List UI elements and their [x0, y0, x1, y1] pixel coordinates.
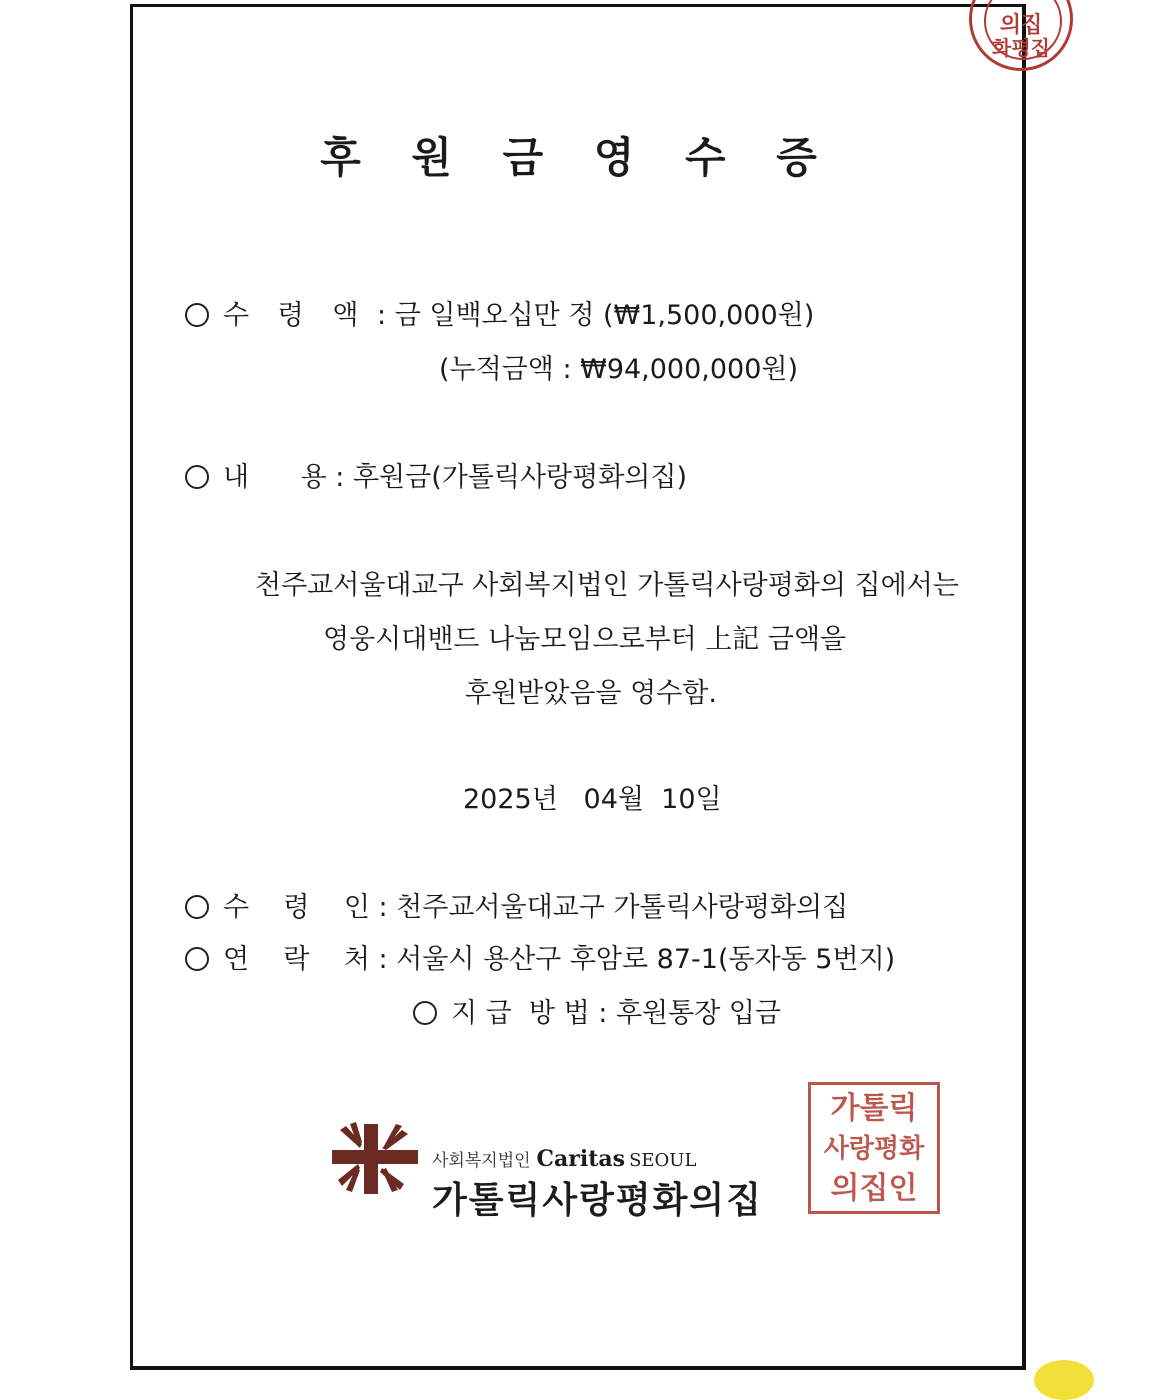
- body-line-1: 천주교서울대교구 사회복지법인 가톨릭사랑평화의 집에서는: [255, 570, 959, 601]
- payment-label: 지 급 방 법: [451, 998, 590, 1029]
- seal-stamp-top-text: 의집: [999, 13, 1043, 38]
- bullet-circle-icon: [185, 465, 209, 489]
- contact-row: [185, 937, 895, 976]
- contact-label: 연 락 처: [223, 944, 370, 975]
- bullet-circle-icon: [185, 303, 209, 327]
- amount-label: 수 령 액: [223, 300, 369, 331]
- corner-yellow-mark: [1034, 1360, 1094, 1400]
- cumulative-amount: (누적금액 : ₩94,000,000원): [439, 354, 799, 385]
- seal-stamp-top-text-2: 화평집: [992, 36, 1050, 60]
- document-title: 후 원 금 영 수 증: [320, 133, 835, 182]
- seal-stamp-top: [969, 0, 1073, 71]
- logo-foundation-text: 사회복지법인: [432, 1151, 531, 1171]
- seal-line-3: 의집인: [830, 1171, 918, 1206]
- caritas-cross-logo-icon: [330, 1122, 420, 1196]
- official-seal-stamp: [808, 1082, 940, 1214]
- recipient-value: : 천주교서울대교구 가톨릭사랑평화의집: [378, 892, 849, 923]
- recipient-row: [185, 885, 848, 924]
- logo-organization-name: 가톨릭사랑평화의집: [432, 1180, 763, 1221]
- seal-line-2: 사랑평화: [823, 1134, 925, 1164]
- bullet-circle-icon: [413, 1001, 437, 1025]
- seal-line-1: 가톨릭: [830, 1091, 918, 1126]
- bullet-circle-icon: [185, 947, 209, 971]
- amount-value: : 금 일백오십만 정 (₩1,500,000원): [377, 300, 815, 331]
- payment-row: [413, 991, 781, 1030]
- recipient-label: 수 령 인: [223, 892, 370, 923]
- issue-date: 2025년 04월 10일: [463, 784, 722, 815]
- payment-value: : 후원통장 입금: [598, 998, 782, 1029]
- bullet-circle-icon: [185, 895, 209, 919]
- logo-seoul-text: SEOUL: [629, 1150, 697, 1171]
- body-line-2: 영웅시대밴드 나눔모임으로부터 上記 금액을: [323, 624, 847, 655]
- content-label: 내 용: [223, 462, 327, 493]
- contact-value: : 서울시 용산구 후암로 87-1(동자동 5번지): [378, 944, 896, 975]
- amount-row: [185, 293, 814, 332]
- body-line-3: 후원받았음을 영수함.: [465, 678, 717, 709]
- logo-subtitle: [432, 1146, 696, 1172]
- content-value: : 후원금(가톨릭사랑평화의집): [335, 462, 687, 493]
- content-row: [185, 455, 687, 494]
- logo-caritas-text: Caritas: [536, 1146, 626, 1172]
